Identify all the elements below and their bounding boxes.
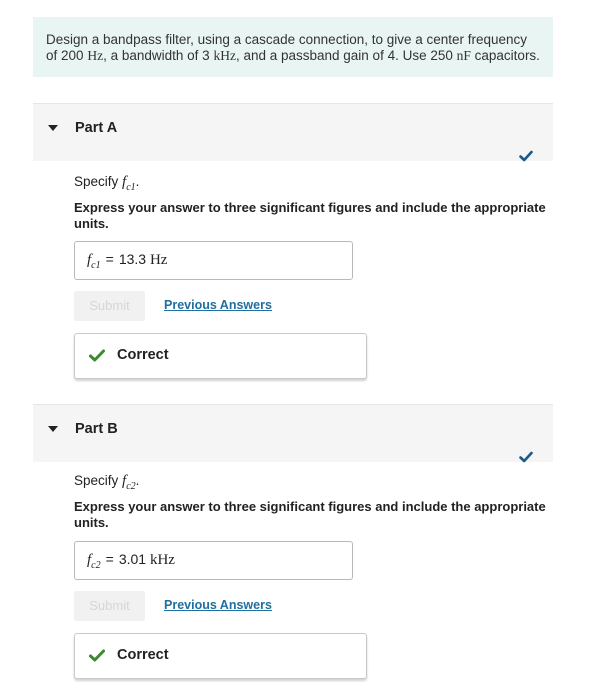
part-a-header[interactable] [33, 103, 553, 161]
problem-text-3: , and a passband gain of 4. Use 250 [235, 48, 453, 63]
problem-statement [33, 17, 553, 77]
answer-variable [87, 252, 101, 271]
problem-bw-unit: kHz [213, 48, 236, 63]
specify-suffix: . [135, 473, 140, 488]
collapse-triangle-icon[interactable] [48, 125, 58, 131]
answer-variable-main: f [87, 552, 92, 568]
variable-main: f [122, 473, 127, 489]
feedback-label: Correct [117, 347, 169, 363]
specify-label: Specify [74, 174, 119, 189]
part-a-submit-button[interactable]: Submit [74, 291, 145, 321]
problem-text-1: Design a bandpass filter, using a cascade connection, to give a center frequency of [46, 32, 528, 63]
problem-freq-unit: Hz [87, 48, 104, 63]
variable-main: f [122, 174, 127, 190]
problem-text-2: , a bandwidth of [103, 48, 199, 63]
equals-sign: = [105, 251, 114, 267]
part-b-answer-field[interactable] [74, 541, 353, 580]
part-a-previous-answers-link[interactable]: Previous Answers [164, 298, 272, 312]
equals-sign: = [105, 551, 114, 567]
problem-freq-value: 200 [61, 48, 84, 63]
part-a-feedback [74, 333, 367, 379]
part-a-answer-field[interactable] [74, 241, 353, 280]
part-b-feedback [74, 633, 367, 679]
feedback-label: Correct [117, 647, 169, 663]
answer-value: 13.3 [118, 251, 147, 267]
variable-subscript: c1 [126, 182, 136, 193]
answer-variable-subscript: c1 [91, 260, 101, 271]
variable-subscript: c2 [126, 481, 136, 492]
part-b-submit-button[interactable]: Submit [74, 591, 145, 621]
correct-checkmark-icon [89, 649, 105, 662]
collapse-triangle-icon[interactable] [48, 426, 58, 432]
variable-symbol [122, 473, 136, 492]
answer-unit: Hz [149, 252, 168, 268]
answer-value: 3.01 [118, 551, 147, 567]
part-b-specify [74, 473, 139, 492]
correct-checkmark-icon [89, 349, 105, 362]
part-a-checkmark-icon [519, 150, 533, 162]
specify-label: Specify [74, 473, 119, 488]
part-a-title: Part A [75, 120, 118, 136]
answer-variable-main: f [87, 252, 92, 268]
part-b-title: Part B [75, 421, 118, 437]
part-b-header[interactable] [33, 404, 553, 462]
part-b-previous-answers-link[interactable]: Previous Answers [164, 598, 272, 612]
part-a-specify [74, 174, 139, 193]
answer-variable [87, 552, 101, 571]
answer-variable-subscript: c2 [91, 560, 101, 571]
problem-text-4: capacitors. [470, 48, 540, 63]
specify-suffix: . [135, 174, 140, 189]
part-b-instructions: Express your answer to three significant figures and include the appropriate units. [74, 499, 546, 530]
problem-bw-value: 3 [202, 48, 210, 63]
answer-unit: kHz [149, 552, 175, 568]
variable-symbol [122, 174, 136, 193]
problem-cap-unit: nF [456, 48, 471, 63]
part-a-instructions: Express your answer to three significant figures and include the appropriate units. [74, 200, 546, 231]
part-b-checkmark-icon [519, 451, 533, 463]
